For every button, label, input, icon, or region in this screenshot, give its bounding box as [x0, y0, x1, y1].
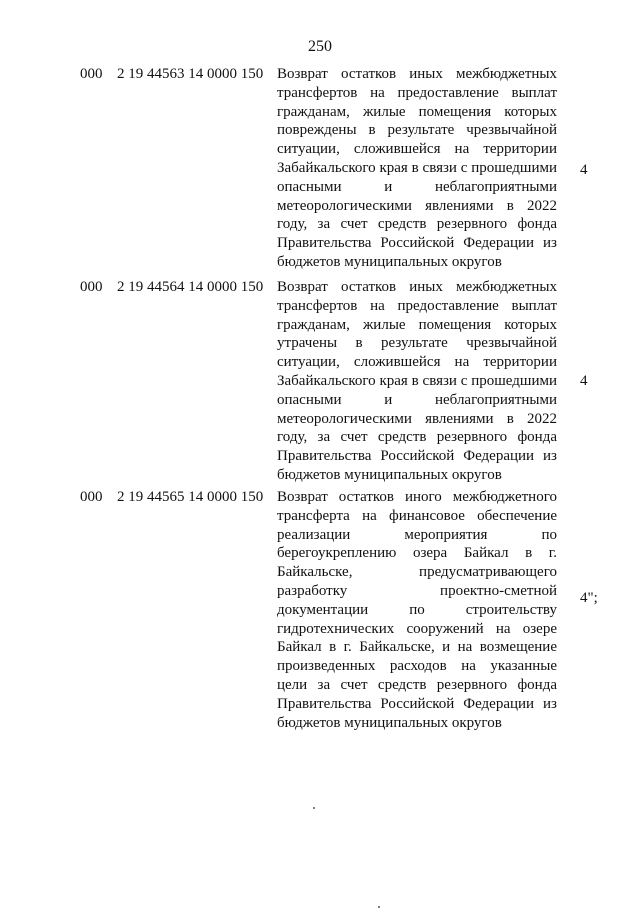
- page-number: 250: [308, 38, 332, 55]
- scan-speck: [378, 906, 380, 908]
- row-amount: 4: [580, 373, 588, 389]
- scan-speck: [313, 807, 315, 809]
- classification-code: 2 19 44564 14 0000 150: [117, 279, 264, 295]
- admin-code: 000: [80, 489, 103, 505]
- classification-code: 2 19 44563 14 0000 150: [117, 66, 264, 82]
- row-description: Возврат остатков иных межбюджетных трансфертов на предоставление выплат гражданам, жилые помещения которых повреждены в результате чрезвычайной ситуации, сложившейся на территории Забайкальского края в связи с прошедшими опасными и неблагоприятными метеорологическими явлениями в 2022 году, за счет средств резервного фонда Правительства Российской Федерации из бюджетов муниципальных округов: [277, 66, 557, 270]
- classification-code: 2 19 44565 14 0000 150: [117, 489, 264, 505]
- row-description: Возврат остатков иного межбюджетного трансферта на финансовое обеспечение реализации мероприятия по берегоукреплению озера Байкал в г. Байкальске, предусматривающего разработку проектно-сметной документации по строительству гидротехнических сооружений на озере Байкал в г. Байкальске, и на возмещение произведенных расходов на указанные цели за счет средств резервного фонда Правительства Российской Федерации из бюджетов муниципальных округов: [277, 489, 557, 731]
- row-amount: 4";: [580, 590, 598, 606]
- row-amount: 4: [580, 162, 588, 178]
- admin-code: 000: [80, 279, 103, 295]
- row-description: Возврат остатков иных межбюджетных трансфертов на предоставление выплат гражданам, жилые помещения которых утрачены в результате чрезвычайной ситуации, сложившейся на территории Забайкальского края в связи с прошедшими опасными и неблагоприятными метеорологическими явлениями в 2022 году, за счет средств резервного фонда Правительства Российской Федерации из бюджетов муниципальных округов: [277, 279, 557, 483]
- admin-code: 000: [80, 66, 103, 82]
